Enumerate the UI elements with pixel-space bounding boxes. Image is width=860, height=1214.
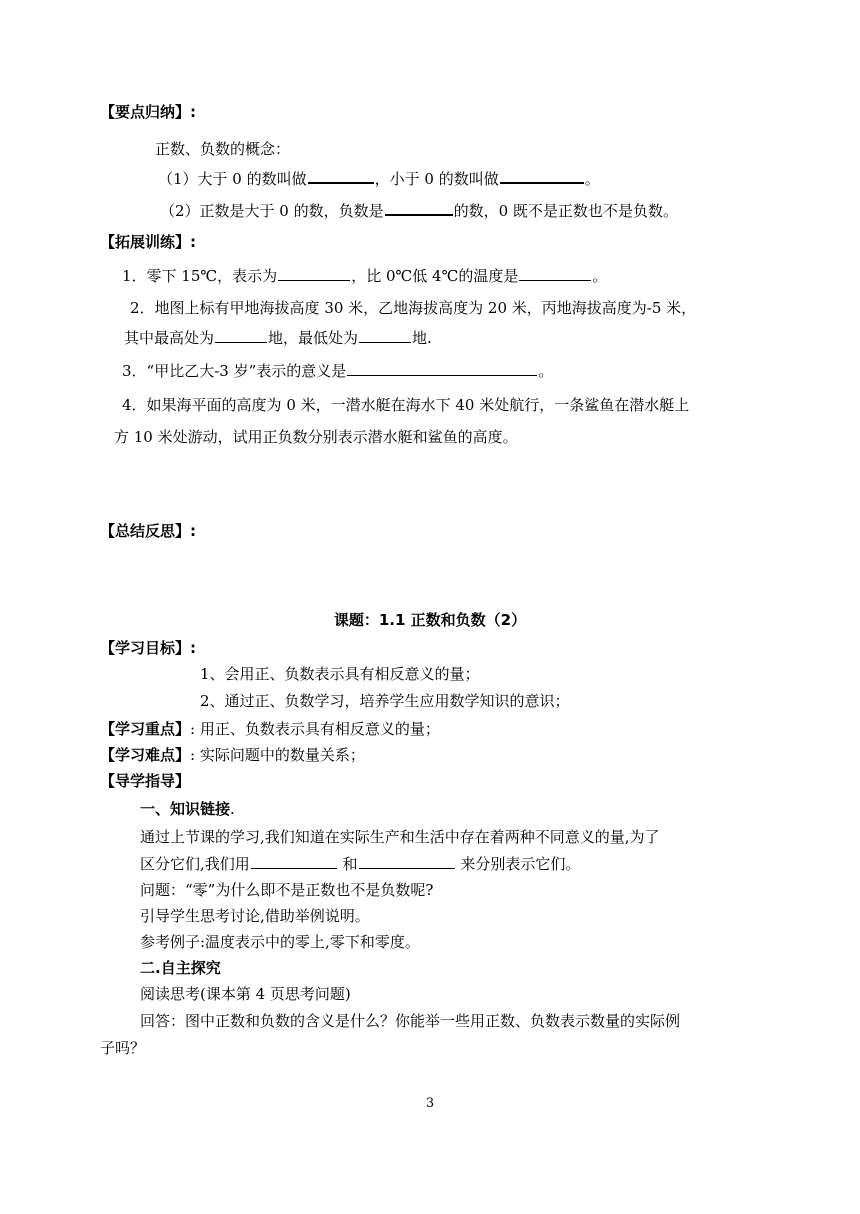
concept-item-1: （1）大于 0 的数叫做 ，小于 0 的数叫做 。 — [158, 170, 600, 188]
example-text: 参考例子:温度表示中的零上,零下和零度。 — [140, 933, 420, 951]
heading-guidance: 【导学指导】 — [100, 772, 191, 790]
question-zero: 问题：“零”为什么即不是正数也不是负数呢? — [140, 881, 434, 899]
goal-1: 1、会用正、负数表示具有相反意义的量； — [200, 665, 480, 683]
paragraph-line-2: 区分它们,我们用 和 来分别表示它们。 — [140, 855, 581, 873]
part-2-heading: 二.自主探究 — [140, 959, 221, 977]
blank-q1-b[interactable] — [519, 266, 591, 281]
guide-text: 引导学生思考讨论,借助举例说明。 — [140, 907, 370, 925]
answer-line-1: 回答：图中正数和负数的含义是什么？你能举一些用正数、负数表示数量的实际例 — [140, 1012, 681, 1030]
learning-difficulty: 【学习难点】: 实际问题中的数量关系； — [100, 746, 365, 764]
heading-summary-reflection: 【总结反思】: — [100, 522, 196, 540]
blank-positive[interactable] — [308, 168, 374, 184]
concept-item-2: （2）正数是大于 0 的数，负数是 的数，0 既不是正数也不是负数。 — [160, 202, 678, 220]
blank-q3[interactable] — [347, 361, 537, 376]
question-2-line-1: 2．地图上标有甲地海拔高度 30 米，乙地海拔高度为 20 米，丙地海拔高度为-5 米， — [130, 299, 697, 317]
paragraph-line-1: 通过上节课的学习,我们知道在实际生产和生活中存在着两种不同意义的量,为了 — [140, 828, 660, 846]
question-3: 3．“甲比乙大-3 岁”表示的意义是 。 — [122, 362, 554, 380]
answer-line-2: 子吗？ — [100, 1039, 146, 1057]
question-4-line-1: 4．如果海平面的高度为 0 米，一潜水艇在海水下 40 米处航行，一条鲨鱼在潜水艇上 — [122, 396, 690, 414]
part-1-heading: 一、知识链接. — [140, 800, 235, 818]
blank-less-than-zero[interactable] — [385, 200, 453, 216]
goal-2: 2、通过正、负数学习，培养学生应用数学知识的意识； — [200, 692, 570, 710]
heading-extension-training: 【拓展训练】: — [100, 233, 196, 251]
reading-prompt: 阅读思考(课本第 4 页思考问题) — [140, 985, 351, 1003]
blank-negative[interactable] — [500, 168, 584, 184]
blank-positive-numbers[interactable] — [251, 854, 337, 869]
heading-difficulty: 【学习难点】 — [100, 746, 191, 764]
heading-key-point: 【学习重点】 — [100, 720, 191, 738]
question-4-line-2: 方 10 米处游动，试用正负数分别表示潜水艇和鲨鱼的高度。 — [114, 428, 518, 446]
question-1: 1．零下 15℃，表示为 ，比 0℃低 4℃的温度是 。 — [122, 267, 608, 285]
blank-q1-a[interactable] — [278, 266, 350, 281]
concept-intro: 正数、负数的概念： — [155, 140, 291, 158]
heading-key-points: 【要点归纳】: — [100, 103, 196, 121]
blank-q2-lowest[interactable] — [359, 328, 411, 343]
learning-key-point: 【学习重点】: 用正、负数表示具有相反意义的量； — [100, 720, 440, 738]
heading-learning-goals: 【学习目标】: — [100, 639, 196, 657]
blank-q2-highest[interactable] — [215, 328, 267, 343]
page-number: 3 — [425, 1096, 435, 1111]
blank-negative-numbers[interactable] — [359, 854, 455, 869]
question-2-line-2: 其中最高处为 地，最低处为 地. — [124, 329, 432, 347]
lesson-title: 课题：1.1 正数和负数（2） — [333, 611, 527, 629]
